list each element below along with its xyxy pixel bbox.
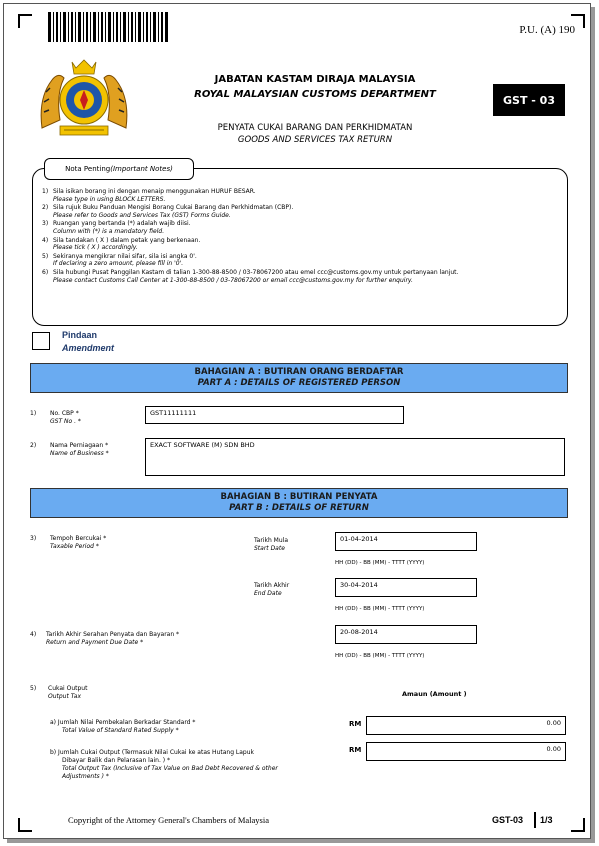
standard-rated-supply-label (50, 719, 195, 735)
department-name-ms: JABATAN KASTAM DIRAJA MALAYSIA (214, 74, 416, 85)
footer-separator (534, 812, 536, 828)
note-text-ms: Sila hubungi Pusat Panggilan Kastam di talian 1-300-88-8500 / 03-78067200 atau emel ccc@customs.gov.my untuk pertanyaan lanjut. (53, 268, 459, 276)
q2-number: 2) (30, 442, 37, 449)
total-output-tax-label-ms-2: Dibayar Balik dan Pelarasan lain. ) * (62, 757, 171, 764)
barcode (48, 12, 168, 42)
end-date-label-en: End Date (254, 590, 282, 597)
amendment-checkbox[interactable] (32, 332, 50, 350)
crop-mark-top-right (571, 14, 585, 28)
currency-rm-a: RM (349, 720, 362, 728)
note-text-en: If declaring a zero amount, please fill in '0'. (53, 260, 184, 268)
note-text-en: Please tick ( X ) accordingly. (53, 244, 138, 252)
output-tax-label-ms: Cukai Output (48, 685, 88, 692)
note-text-ms: Sila rujuk Buku Panduan Mengisi Borang Cukai Barang dan Perkhidmatan (CBP). (53, 204, 294, 212)
crop-mark-top-left (18, 14, 32, 28)
note-text-en: Please type in using BLOCK LETTERS. (53, 195, 166, 203)
start-date-label-en: Start Date (254, 545, 285, 552)
important-notes-tab (44, 158, 194, 180)
due-date-format-hint: HH (DD) - BB (MM) - TTTT (YYYY) (335, 653, 425, 659)
standard-rated-supply-label-ms: a) Jumlah Nilai Pembekalan Berkadar Standard * (50, 719, 196, 726)
total-output-tax-label-ms: b) Jumlah Cukai Output (Termasuk Nilai Cukai ke atas Hutang Lapuk (50, 749, 255, 756)
end-date-field[interactable]: 30-04-2014 (335, 578, 477, 597)
q3-number: 3) (30, 535, 37, 542)
note-number: 4) (42, 236, 49, 244)
note-item (42, 269, 562, 284)
footer-form-code: GST-03 (492, 815, 524, 825)
currency-rm-b: RM (349, 746, 362, 754)
note-text-en: Please contact Customs Call Center at 1-300-88-8500 / 03-78067200 or email ccc@customs.gov.my for further enquiry. (53, 276, 413, 284)
form-title (175, 122, 455, 146)
business-name-label-ms: Nama Perniagaan * (50, 442, 109, 449)
output-tax-label-en: Output Tax (48, 693, 82, 700)
business-name-label (50, 442, 109, 458)
total-output-tax-label-en-2: Adjustments ) * (62, 773, 109, 780)
amendment-label-ms: Pindaan (62, 330, 98, 340)
note-number: 1) (42, 188, 49, 195)
footer-copyright: Copyright of the Attorney General's Chambers of Malaysia (68, 815, 269, 825)
crop-mark-bottom-left (18, 818, 32, 832)
gst-no-label-en: GST No . * (50, 418, 81, 425)
output-tax-label (48, 685, 87, 701)
note-text-ms: Sila tandakan ( X ) dalam petak yang berkenaan. (53, 236, 201, 244)
note-text-en: Please refer to Goods and Services Tax (GST) Forms Guide. (53, 211, 231, 219)
standard-rated-supply-label-en: Total Value of Standard Rated Supply * (62, 727, 179, 734)
due-date-label-en: Return and Payment Due Date * (46, 639, 144, 646)
q5-number: 5) (30, 685, 37, 692)
part-b-title-ms: BAHAGIAN B : BUTIRAN PENYATA (220, 492, 378, 502)
part-a-title-en: PART A : DETAILS OF REGISTERED PERSON (197, 378, 401, 388)
notes-tab-en: (Important Notes) (110, 165, 173, 173)
total-output-tax-field[interactable]: 0.00 (366, 742, 566, 761)
part-a-header (30, 363, 568, 393)
gst-no-label (50, 410, 81, 426)
note-text-ms: Ruangan yang bertanda (*) adalah wajib diisi. (53, 220, 191, 228)
gst-no-field[interactable]: GST11111111 (145, 406, 404, 424)
note-number: 5) (42, 252, 49, 260)
form-title-en: GOODS AND SERVICES TAX RETURN (237, 135, 393, 145)
note-item (42, 204, 562, 219)
business-name-label-en: Name of Business * (50, 450, 109, 457)
footer-page-number: 1/3 (540, 815, 553, 825)
note-text-en: Column with (*) is a mandatory field. (53, 227, 165, 235)
gst-no-label-ms: No. CBP * (50, 410, 79, 417)
part-b-title-en: PART B : DETAILS OF RETURN (229, 503, 369, 513)
form-title-ms: PENYATA CUKAI BARANG DAN PERKHIDMATAN (217, 123, 413, 133)
customs-crest-logo (34, 58, 134, 140)
due-date-label-ms: Tarikh Akhir Serahan Penyata dan Bayaran * (46, 631, 180, 638)
part-b-header (30, 488, 568, 518)
taxable-period-label-ms: Tempoh Bercukai * (50, 535, 107, 542)
start-date-label (254, 537, 288, 553)
note-item (42, 188, 562, 203)
note-item (42, 253, 562, 268)
q4-number: 4) (30, 631, 37, 638)
total-output-tax-label-en: Total Output Tax (Inclusive of Tax Value on Bad Debt Recovered & other (62, 765, 278, 772)
pu-reference: P.U. (A) 190 (519, 24, 575, 36)
amount-header: Amaun (Amount ) (402, 690, 467, 698)
note-item (42, 220, 562, 235)
due-date-field[interactable]: 20-08-2014 (335, 625, 477, 644)
department-name (175, 72, 455, 102)
end-date-label-ms: Tarikh Akhir (254, 582, 290, 589)
total-output-tax-label (50, 749, 278, 781)
note-number: 2) (42, 204, 49, 212)
part-a-title-ms: BAHAGIAN A : BUTIRAN ORANG BERDAFTAR (194, 367, 404, 377)
amendment-label-en: Amendment (62, 343, 115, 353)
taxable-period-label-en: Taxable Period * (50, 543, 99, 550)
crop-mark-bottom-right (571, 818, 585, 832)
department-name-en: ROYAL MALAYSIAN CUSTOMS DEPARTMENT (194, 89, 436, 100)
start-date-format-hint: HH (DD) - BB (MM) - TTTT (YYYY) (335, 560, 425, 566)
note-number: 3) (42, 220, 49, 228)
business-name-field[interactable]: EXACT SOFTWARE (M) SDN BHD (145, 438, 565, 476)
due-date-label (46, 631, 179, 647)
notes-list (42, 188, 562, 285)
q1-number: 1) (30, 410, 37, 417)
note-item (42, 237, 562, 252)
form-code-badge: GST - 03 (493, 84, 565, 116)
taxable-period-label (50, 535, 106, 551)
note-text-ms: Sila isikan borang ini dengan menaip menggunakan HURUF BESAR. (53, 188, 256, 195)
note-number: 6) (42, 268, 49, 276)
start-date-field[interactable]: 01-04-2014 (335, 532, 477, 551)
end-date-format-hint: HH (DD) - BB (MM) - TTTT (YYYY) (335, 606, 425, 612)
standard-rated-supply-field[interactable]: 0.00 (366, 716, 566, 735)
note-text-ms: Sekiranya mengikrar nilai sifar, sila isi angka 0'. (53, 252, 197, 260)
notes-tab-ms: Nota Penting (65, 165, 111, 173)
end-date-label (254, 582, 289, 598)
start-date-label-ms: Tarikh Mula (254, 537, 288, 544)
